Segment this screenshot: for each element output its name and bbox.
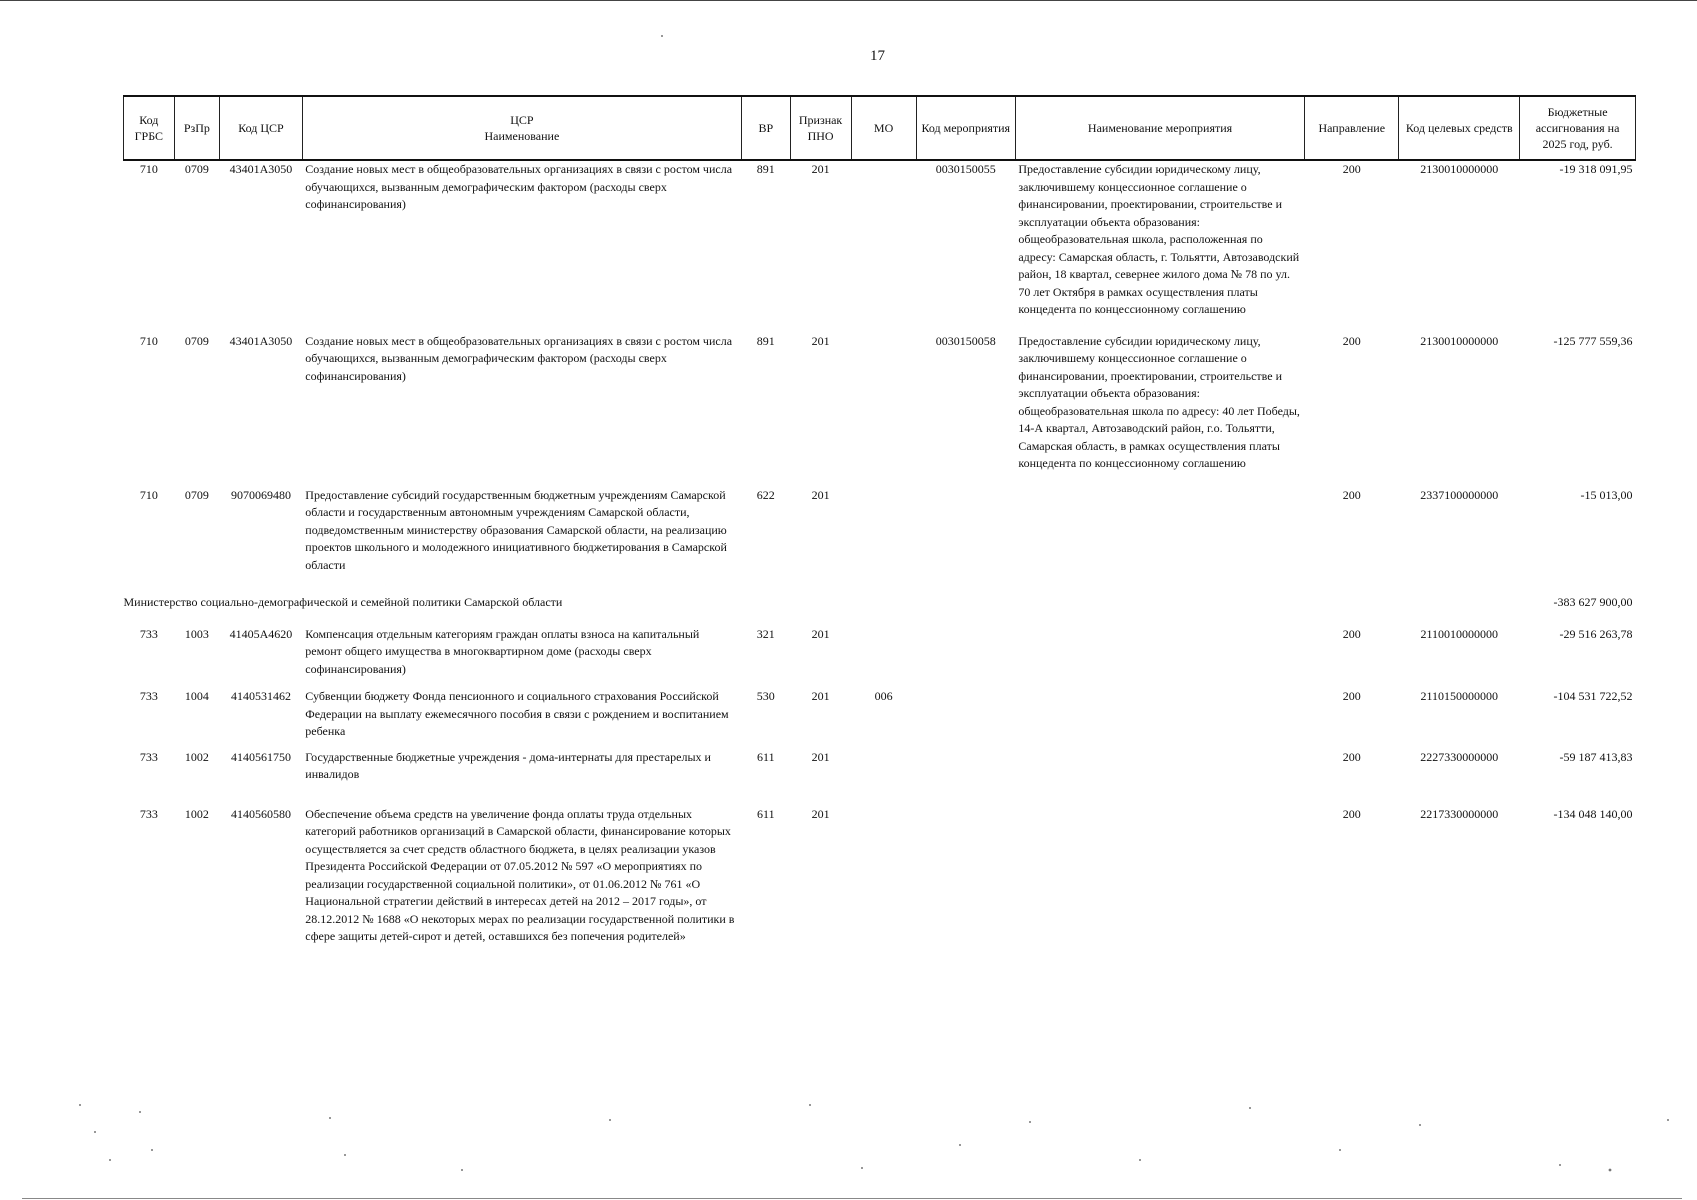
ministry-row <box>124 588 1636 612</box>
cell-mo <box>851 626 916 679</box>
cell-event-code <box>916 806 1015 946</box>
cell-csr-name: Обеспечение объема средств на увеличение фонда оплаты труда отдельных категорий работников организаций в Самарской области, финансирование которых осуществляется за счет средств областного бюджета, в целях реализации указов Президента Российской Федерации от 07.05.2012 № 597 «О мероприятиях по реализации государственной социальной политики», от 01.06.2012 № 761 «О Национальной стратегии действий в интересах детей на 2012 – 2017 годы», от 28.12.2012 № 1688 «О некоторых мерах по реализации государственной политики в сфере защиты детей-сирот и детей, оставшихся без попечения родителей» <box>305 806 735 943</box>
cell-vr: 891 <box>756 162 775 176</box>
cell-csr-code: 4140560580 <box>230 806 291 821</box>
cell-csr-code: 41405A4620 <box>229 626 293 641</box>
table-row <box>124 749 1636 784</box>
cell-mo <box>851 806 916 946</box>
cell-pno: 201 <box>811 162 830 176</box>
cell-csr-code: 4140531462 <box>230 689 291 703</box>
cell-pno: 201 <box>811 806 830 821</box>
header-grbs: Код ГРБС <box>124 96 175 160</box>
cell-direction: 200 <box>1342 626 1361 641</box>
cell-rzpr: 1003 <box>184 626 209 641</box>
cell-event-name <box>1015 487 1304 575</box>
cell-event-name: Предоставление субсидии юридическому лицу, заключившему концессионное соглашение о финансировании, проектировании, строительстве и эксплуатации объекта образования: общеобразовательная школа, расположенная по адресу: Самарская область, г. Тольятти, Автозаводский район, 18 квартал, севернее жилого дома № 78 по ул. 70 лет Октября в рамках осуществления платы концедента по концессионному соглашению <box>1018 162 1300 316</box>
header-event-name: Наименование мероприятия <box>1015 96 1304 160</box>
cell-amount: -134 048 140,00 <box>1553 806 1633 821</box>
cell-grbs: 710 <box>139 333 158 348</box>
cell-grbs: 733 <box>139 689 158 703</box>
cell-direction: 200 <box>1342 487 1361 502</box>
cell-grbs: 710 <box>139 162 158 176</box>
cell-direction: 200 <box>1342 749 1361 764</box>
header-pno: Признак ПНО <box>790 96 851 160</box>
cell-target-code: 2217330000000 <box>1420 806 1499 821</box>
header-target-code: Код целевых средств <box>1399 96 1520 160</box>
cell-pno: 201 <box>811 689 830 703</box>
cell-grbs: 733 <box>139 749 158 764</box>
cell-csr-code: 9070069480 <box>230 487 291 502</box>
header-mo: МО <box>851 96 916 160</box>
ministry-amount: -383 627 900,00 <box>1553 595 1633 609</box>
cell-pno: 201 <box>811 487 830 502</box>
page-bottom-edge <box>22 1198 1682 1199</box>
table-header <box>124 96 1636 160</box>
cell-rzpr: 1004 <box>184 689 209 703</box>
cell-event-name: Предоставление субсидии юридическому лицу, заключившему концессионное соглашение о финансировании, проектировании, строительстве и эксплуатации объекта образования: общеобразовательная школа по адресу: 40 лет Победы, 14-А квартал, Автозаводский район, г.о. Тольятти, Самарская область, в рамках осуществления платы концедента по концессионному соглашению <box>1018 333 1300 470</box>
cell-amount: -29 516 263,78 <box>1559 626 1633 641</box>
cell-rzpr: 1002 <box>184 749 209 764</box>
cell-mo <box>851 487 916 575</box>
cell-mo <box>851 333 916 473</box>
cell-target-code: 2130010000000 <box>1420 162 1499 176</box>
cell-target-code: 2130010000000 <box>1420 333 1499 348</box>
cell-csr-code: 43401A3050 <box>229 333 293 348</box>
cell-direction: 200 <box>1342 333 1361 348</box>
ministry-name: Министерство социально-демографической и семейной политики Самарской области <box>123 595 563 609</box>
cell-event-name <box>1015 688 1304 741</box>
cell-csr-name: Создание новых мест в общеобразовательных организациях в связи с ростом числа обучающихся, вызванным демографическим фактором (расходы сверх софинансирования) <box>305 162 733 211</box>
cell-amount: -104 531 722,52 <box>1553 689 1633 703</box>
header-csr-code: Код ЦСР <box>220 96 303 160</box>
cell-grbs: 710 <box>139 487 158 502</box>
cell-amount: -59 187 413,83 <box>1559 749 1633 764</box>
header-csr-name: ЦСР Наименование <box>302 96 741 160</box>
table-row <box>124 626 1636 679</box>
cell-rzpr: 0709 <box>184 487 209 502</box>
cell-amount: -125 777 559,36 <box>1553 333 1633 348</box>
header-event-code: Код мероприятия <box>916 96 1015 160</box>
cell-event-code <box>916 749 1015 784</box>
cell-target-code: 2337100000000 <box>1420 487 1499 502</box>
cell-target-code: 2110010000000 <box>1420 626 1499 641</box>
table-row <box>124 333 1636 473</box>
cell-csr-name: Предоставление субсидий государственным бюджетным учреждениям Самарской области и государственным автономным учреждениям Самарской области, подведомственным министерству образования Самарской области, на реализацию проектов школьного и молодежного инициативного бюджетирования в Самарской области <box>305 487 727 572</box>
cell-vr: 891 <box>756 333 775 348</box>
budget-table <box>123 95 1636 946</box>
cell-event-code: 0030150058 <box>935 333 996 348</box>
cell-event-code <box>916 626 1015 679</box>
cell-amount: -15 013,00 <box>1580 487 1633 502</box>
cell-vr: 611 <box>757 806 775 821</box>
cell-csr-name: Компенсация отдельным категориям граждан оплаты взноса на капитальный ремонт общего имущества в многоквартирном доме (расходы сверх софинансирования) <box>305 626 700 676</box>
cell-csr-code: 43401A3050 <box>229 162 293 176</box>
header-direction: Направление <box>1305 96 1399 160</box>
header-rzpr: РзПр <box>174 96 219 160</box>
cell-event-name <box>1015 806 1304 946</box>
cell-event-code <box>916 487 1015 575</box>
cell-csr-name: Создание новых мест в общеобразовательных организациях в связи с ростом числа обучающихся, вызванным демографическим фактором (расходы сверх софинансирования) <box>305 333 733 383</box>
cell-event-name <box>1015 749 1304 784</box>
cell-pno: 201 <box>811 749 830 764</box>
cell-event-name <box>1015 626 1304 679</box>
cell-mo: 006 <box>874 689 893 703</box>
cell-vr: 530 <box>756 689 775 703</box>
header-amount: Бюджетные ассигнования на 2025 год, руб. <box>1520 96 1636 160</box>
cell-vr: 611 <box>757 749 775 764</box>
cell-direction: 200 <box>1342 806 1361 821</box>
table-row <box>124 688 1636 741</box>
cell-csr-name: Государственные бюджетные учреждения - дома-интернаты для престарелых и инвалидов <box>305 749 711 781</box>
cell-amount: -19 318 091,95 <box>1559 162 1633 176</box>
cell-grbs: 733 <box>139 806 158 821</box>
cell-mo <box>851 749 916 784</box>
table-row <box>124 160 1636 319</box>
cell-direction: 200 <box>1342 689 1361 703</box>
page-number: 17 <box>870 48 885 64</box>
page-top-edge <box>0 0 1697 1</box>
cell-vr: 321 <box>756 626 775 641</box>
table-row <box>124 806 1636 946</box>
cell-target-code: 2227330000000 <box>1420 749 1499 764</box>
cell-vr: 622 <box>756 487 775 502</box>
header-vr: ВР <box>742 96 791 160</box>
cell-mo <box>851 160 916 319</box>
cell-rzpr: 1002 <box>184 806 209 821</box>
cell-pno: 201 <box>811 333 830 348</box>
cell-target-code: 2110150000000 <box>1420 689 1499 703</box>
cell-rzpr: 0709 <box>184 333 209 348</box>
cell-event-code <box>916 688 1015 741</box>
cell-direction: 200 <box>1342 162 1361 176</box>
cell-pno: 201 <box>811 626 830 641</box>
cell-event-code: 0030150055 <box>935 162 996 176</box>
cell-grbs: 733 <box>139 626 158 641</box>
cell-csr-name: Субвенции бюджету Фонда пенсионного и социального страхования Российской Федерации на выплату ежемесячного пособия в связи с рождением и воспитанием ребенка <box>305 689 729 738</box>
cell-csr-code: 4140561750 <box>230 749 291 764</box>
cell-rzpr: 0709 <box>184 162 209 176</box>
table-row <box>124 487 1636 575</box>
